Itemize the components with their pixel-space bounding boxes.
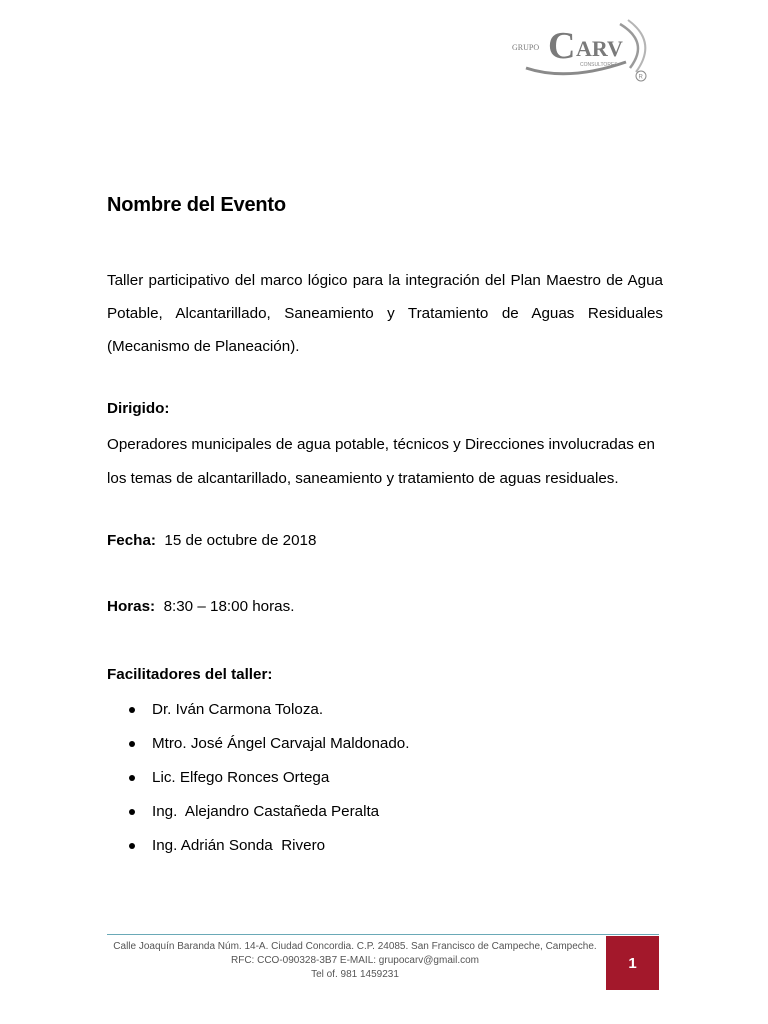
logo-sub-text: CONSULTORES bbox=[580, 62, 618, 68]
footer-contact bbox=[107, 940, 603, 982]
horas-row bbox=[107, 598, 294, 615]
company-logo bbox=[508, 12, 656, 90]
bullet-icon bbox=[129, 707, 135, 713]
logo-main-text: ARV bbox=[576, 36, 623, 61]
page-number-badge bbox=[606, 936, 659, 990]
registered-mark: R bbox=[638, 74, 643, 81]
page-number: 1 bbox=[628, 954, 637, 972]
footer-address: Calle Joaquín Baranda Núm. 14-A. Ciudad Concordia. C.P. 24085. San Francisco de Campeche, Campeche. bbox=[113, 941, 597, 952]
event-title: Nombre del Evento bbox=[107, 194, 286, 216]
facilitador-name: Lic. Elfego Ronces Ortega bbox=[152, 769, 330, 786]
logo-prefix: GRUPO bbox=[512, 43, 540, 52]
facilitadores-label: Facilitadores del taller: bbox=[107, 666, 273, 683]
list-item bbox=[129, 766, 409, 800]
logo-c-letter: C bbox=[548, 25, 576, 67]
bullet-icon bbox=[129, 775, 135, 781]
grupo-carv-logo-icon bbox=[508, 12, 656, 90]
list-item bbox=[129, 800, 409, 834]
dirigido-label: Dirigido: bbox=[107, 400, 170, 417]
fecha-row bbox=[107, 532, 316, 549]
bullet-icon bbox=[129, 843, 135, 849]
facilitador-name: Ing. Alejandro Castañeda Peralta bbox=[152, 803, 380, 820]
footer-divider bbox=[107, 934, 659, 935]
horas-label: Horas: bbox=[107, 598, 156, 615]
facilitador-name: Ing. Adrián Sonda Rivero bbox=[152, 837, 326, 854]
list-item bbox=[129, 732, 409, 766]
facilitador-name: Mtro. José Ángel Carvajal Maldonado. bbox=[152, 735, 410, 752]
fecha-value: 15 de octubre de 2018 bbox=[164, 532, 317, 549]
event-description: Taller participativo del marco lógico para la integración del Plan Maestro de Agua Potable, Alcantarillado, Saneamiento y Tratamiento de Aguas Residuales (Mecanismo de Planeación). bbox=[107, 272, 663, 355]
bullet-icon bbox=[129, 741, 135, 747]
facilitadores-list bbox=[129, 698, 409, 868]
list-item bbox=[129, 698, 409, 732]
footer-rfc-email: RFC: CCO-090328-3B7 E-MAIL: grupocarv@gmail.com bbox=[230, 955, 479, 966]
list-item bbox=[129, 834, 409, 868]
fecha-label: Fecha: bbox=[107, 532, 156, 549]
dirigido-text: Operadores municipales de agua potable, técnicos y Direcciones involucradas en los temas de alcantarillado, saneamiento y tratamiento de aguas residuales. bbox=[107, 436, 655, 487]
bullet-icon bbox=[129, 809, 135, 815]
horas-value: 8:30 – 18:00 horas. bbox=[163, 598, 295, 615]
footer-phone: Tel of. 981 1459231 bbox=[311, 969, 399, 980]
facilitador-name: Dr. Iván Carmona Toloza. bbox=[152, 701, 324, 718]
